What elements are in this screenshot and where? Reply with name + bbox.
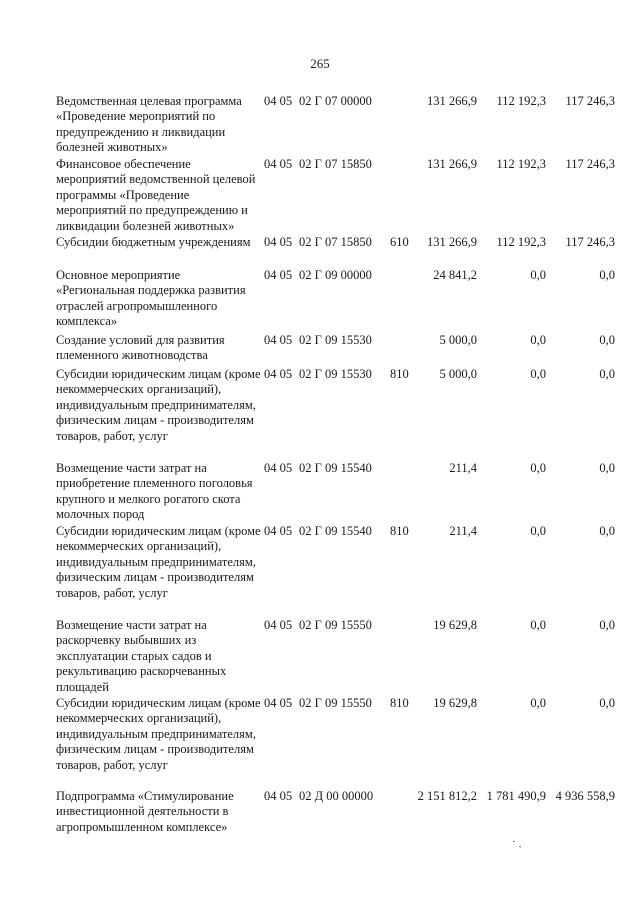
row-name: Возмещение части затрат на раскорчевку выбывших из эксплуатации старых садов и рекультивацию раскорчеванных площадей xyxy=(56,618,227,694)
row-section-code: 04 05 xyxy=(264,696,293,710)
row-value-year-3: 117 246,3 xyxy=(565,94,615,108)
row-value-year-3: 0,0 xyxy=(599,618,615,632)
row-section-code: 04 05 xyxy=(264,618,293,632)
row-section-code: 04 05 xyxy=(264,268,293,282)
row-value-year-2: 112 192,3 xyxy=(496,94,546,108)
row-target-code: 02 Г 09 15550 xyxy=(299,618,372,632)
row-target-code: 02 Г 07 15850 xyxy=(299,157,372,171)
row-name: Финансовое обеспечение мероприятий ведомственной целевой программы «Проведение мероприятий по предупреждению и ликвидации болезней животных» xyxy=(56,157,256,233)
row-name: Субсидии юридическим лицам (кроме некоммерческих организаций), индивидуальным предпринимателям, физическим лицам - производителям товаров, работ, услуг xyxy=(56,696,261,772)
row-value-year-2: 112 192,3 xyxy=(496,235,546,249)
row-expense-type: 810 xyxy=(390,367,409,381)
row-name: Создание условий для развития племенного животноводства xyxy=(56,333,225,363)
row-value-year-3: 0,0 xyxy=(599,696,615,710)
row-value-year-2: 0,0 xyxy=(530,618,546,632)
row-name: Подпрограмма «Стимулирование инвестиционной деятельности в агропромышленном комплексе» xyxy=(56,789,234,834)
row-value-year-2: 112 192,3 xyxy=(496,157,546,171)
row-value-year-1: 211,4 xyxy=(449,524,477,538)
row-value-year-2: 0,0 xyxy=(530,268,546,282)
row-section-code: 04 05 xyxy=(264,333,293,347)
row-expense-type: 810 xyxy=(390,696,409,710)
row-value-year-1: 5 000,0 xyxy=(439,367,477,381)
row-name: Возмещение части затрат на приобретение племенного поголовья крупного и мелкого рогатого скота молочных пород xyxy=(56,461,253,522)
row-name: Ведомственная целевая программа «Проведение мероприятий по предупреждению и ликвидации болезней животных» xyxy=(56,94,242,155)
scan-mark: · ˎ xyxy=(512,836,523,848)
row-value-year-1: 2 151 812,2 xyxy=(417,789,477,803)
row-expense-type: 810 xyxy=(390,524,409,538)
row-value-year-2: 0,0 xyxy=(530,696,546,710)
row-value-year-2: 0,0 xyxy=(530,524,546,538)
row-value-year-1: 131 266,9 xyxy=(427,94,477,108)
row-value-year-2: 0,0 xyxy=(530,333,546,347)
row-value-year-2: 1 781 490,9 xyxy=(486,789,546,803)
row-value-year-3: 117 246,3 xyxy=(565,157,615,171)
row-value-year-1: 24 841,2 xyxy=(433,268,477,282)
row-section-code: 04 05 xyxy=(264,789,293,803)
row-section-code: 04 05 xyxy=(264,367,293,381)
row-value-year-1: 131 266,9 xyxy=(427,235,477,249)
row-value-year-3: 4 936 558,9 xyxy=(555,789,615,803)
row-value-year-3: 0,0 xyxy=(599,268,615,282)
row-value-year-1: 5 000,0 xyxy=(439,333,477,347)
row-value-year-3: 0,0 xyxy=(599,367,615,381)
row-value-year-3: 0,0 xyxy=(599,461,615,475)
row-name: Субсидии юридическим лицам (кроме некоммерческих организаций), индивидуальным предпринимателям, физическим лицам - производителям товаров, работ, услуг xyxy=(56,367,261,443)
row-section-code: 04 05 xyxy=(264,157,293,171)
row-value-year-1: 19 629,8 xyxy=(433,696,477,710)
row-value-year-2: 0,0 xyxy=(530,461,546,475)
row-target-code: 02 Г 09 15530 xyxy=(299,367,372,381)
row-name: Субсидии бюджетным учреждениям xyxy=(56,235,251,249)
row-value-year-3: 117 246,3 xyxy=(565,235,615,249)
row-expense-type: 610 xyxy=(390,235,409,249)
row-value-year-2: 0,0 xyxy=(530,367,546,381)
row-section-code: 04 05 xyxy=(264,235,293,249)
row-value-year-1: 211,4 xyxy=(449,461,477,475)
row-name: Основное мероприятие «Региональная поддержка развития отраслей агропромышленного комплекса» xyxy=(56,268,246,329)
row-value-year-1: 131 266,9 xyxy=(427,157,477,171)
row-value-year-3: 0,0 xyxy=(599,524,615,538)
row-target-code: 02 Г 07 15850 xyxy=(299,235,372,249)
row-target-code: 02 Г 09 15540 xyxy=(299,461,372,475)
row-section-code: 04 05 xyxy=(264,461,293,475)
row-target-code: 02 Г 09 00000 xyxy=(299,268,372,282)
row-target-code: 02 Г 09 15540 xyxy=(299,524,372,538)
row-value-year-3: 0,0 xyxy=(599,333,615,347)
row-target-code: 02 Г 09 15530 xyxy=(299,333,372,347)
row-name: Субсидии юридическим лицам (кроме некоммерческих организаций), индивидуальным предпринимателям, физическим лицам - производителям товаров, работ, услуг xyxy=(56,524,261,600)
row-target-code: 02 Г 09 15550 xyxy=(299,696,372,710)
row-section-code: 04 05 xyxy=(264,94,293,108)
row-target-code: 02 Д 00 00000 xyxy=(299,789,374,803)
row-section-code: 04 05 xyxy=(264,524,293,538)
row-value-year-1: 19 629,8 xyxy=(433,618,477,632)
row-target-code: 02 Г 07 00000 xyxy=(299,94,372,108)
page-number: 265 xyxy=(310,56,330,71)
